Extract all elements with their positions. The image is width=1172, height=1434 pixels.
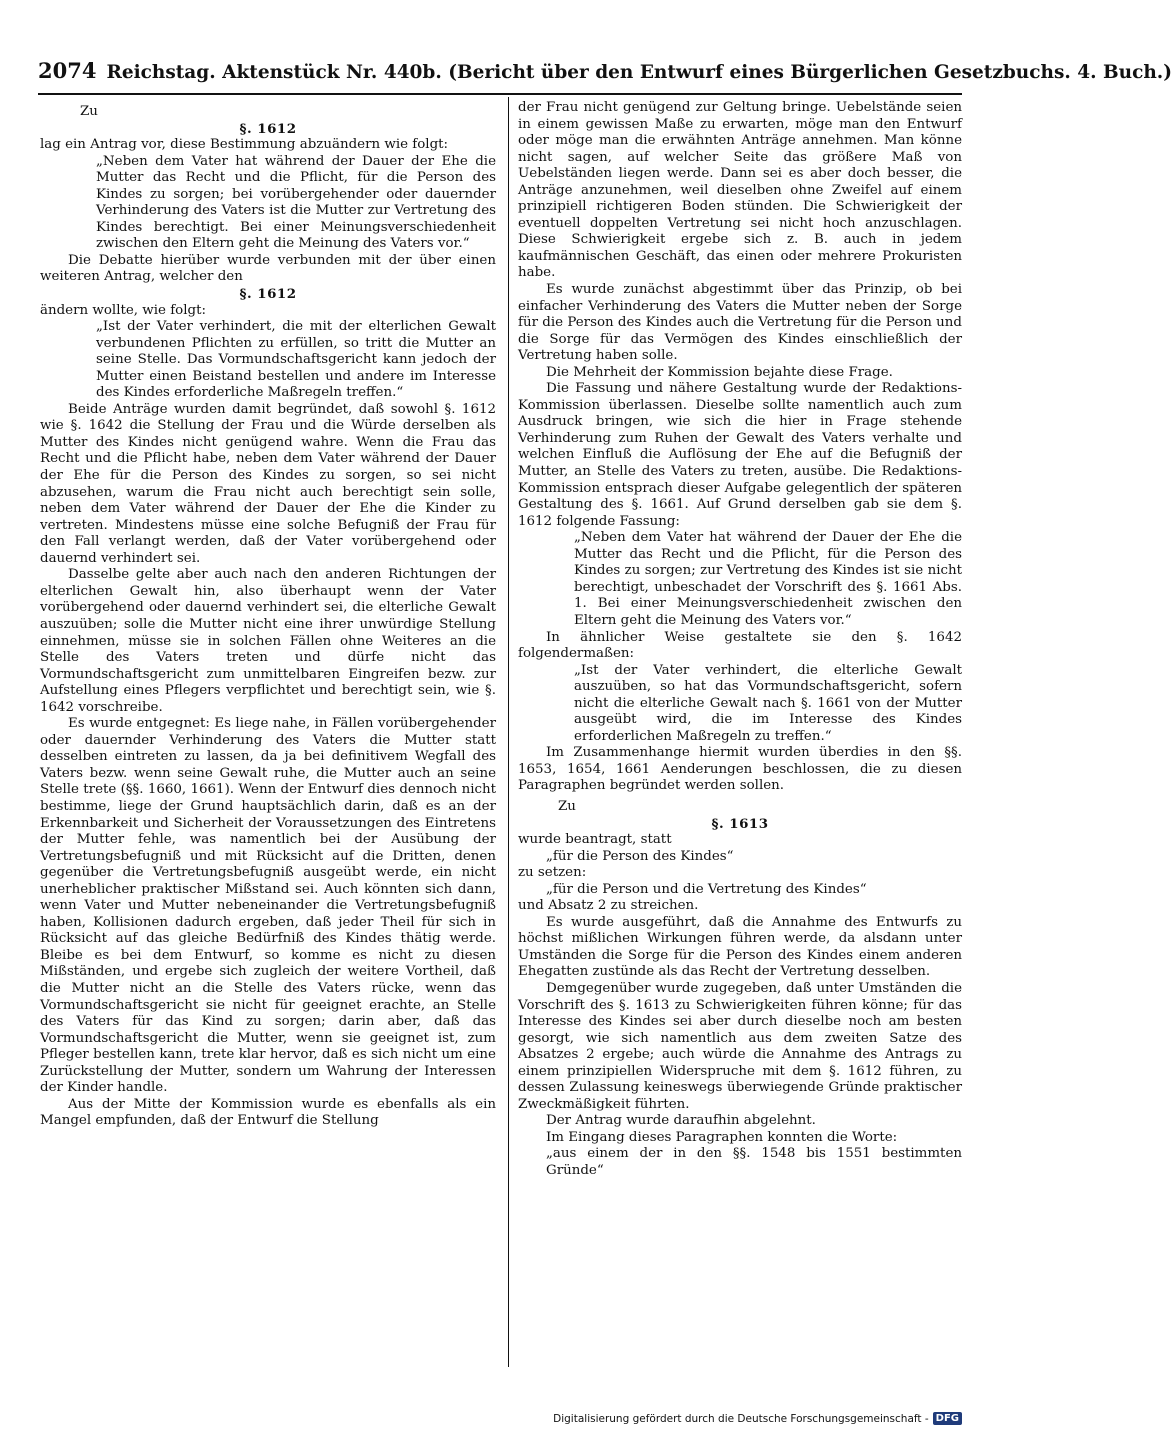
page-number: 2074 <box>38 58 97 83</box>
footer <box>553 1412 962 1425</box>
quoted-text: „für die Person des Kindes“ <box>546 848 734 864</box>
footer-credit: Digitalisierung gefördert durch die Deutsche Forschungsgemeinschaft - <box>553 1412 929 1425</box>
paragraph: Es wurde ausgeführt, daß die Annahme des Entwurfs zu höchst mißlichen Wirkungen führen werde, da alsdann unter Umständen die Sorge für die Person des Kindes einem anderen Ehegatten zustünde als das Recht der Vertretung desselben. <box>518 914 962 980</box>
paragraph: Es wurde zunächst abgestimmt über das Prinzip, ob bei einfacher Verhinderung des Vaters die Mutter neben der Sorge für die Person des Kindes auch die Vertretung für die Person und die Sorge für das Vermögen des Kindes einschließlich der Vertretung haben solle. <box>518 282 962 364</box>
paragraph: Die Mehrheit der Kommission bejahte diese Frage. <box>546 364 893 380</box>
quoted-text: „Ist der Vater verhindert, die mit der elterlichen Gewalt verbundenen Pflichten zu erfüllen, so tritt die Mutter an seine Stelle. Das Vormundschaftsgericht kann jedoch der Mutter einen Beistand bestellen und andere im Interesse des Kindes erforderliche Maßregeln treffen.“ <box>96 319 496 401</box>
quoted-text: „Neben dem Vater hat während der Dauer der Ehe die Mutter das Recht und die Pflicht, für die Person des Kindes zu sorgen; zur Vertretung des Kindes ist sie nicht berechtigt, unbeschadet der Vorschrift des §. 1661 Abs. 1. Bei einer Meinungsverschiedenheit zwischen den Eltern geht die Meinung des Vaters vor.“ <box>574 530 962 628</box>
quoted-text: „aus einem der in den §§. 1548 bis 1551 bestimmten Gründe“ <box>546 1146 962 1178</box>
paragraph: Aus der Mitte der Kommission wurde es ebenfalls als ein Mangel empfunden, daß der Entwurf die Stellung <box>40 1096 496 1129</box>
paragraph: Der Antrag wurde daraufhin abgelehnt. <box>546 1113 816 1129</box>
paragraph: zu setzen: <box>518 865 587 881</box>
running-title: Reichstag. Aktenstück Nr. 440b. (Bericht über den Entwurf eines Bürgerlichen Gesetzbuchs. 4. Buch.) <box>106 62 1172 83</box>
quoted-text: „Ist der Vater verhindert, die elterliche Gewalt auszuüben, so hat das Vormundschaftsgericht, sofern nicht die elterliche Gewalt nach §. 1661 von der Mutter ausgeübt wird, die im Interesse des Kindes erforderlichen Maßregeln zu treffen.“ <box>574 662 962 744</box>
paragraph: Es wurde entgegnet: Es liege nahe, in Fällen vorübergehender oder dauernder Verhinderung des Vaters die Mutter statt desselben eintreten zu lassen, da ja bei definitivem Wegfall des Vaters bezw. wenn seine Gewalt ruhe, die Mutter auch an seine Stelle trete (§§. 1660, 1661). Wenn der Entwurf dies dennoch nicht bestimme, liege der Grund hauptsächlich darin, daß es an der Erkennbarkeit und Sicherheit der Voraussetzungen des Eintretens der Mutter fehle, was namentlich bei der Ausübung der Vertretungsbefugniß und mit Rücksicht auf die Dritten, denen gegenüber die Vertretungsbefugniß ausgeübt werde, ein nicht unerheblicher praktischer Mißstand sei. Auch könnten sich dann, wenn Vater und Mutter nebeneinander die Vertretungsbefugniß haben, Kollisionen dadurch ergeben, daß jeder Theil für sich in Rücksicht auf das gleiche Bedürfniß des Kindes thätig werde. Bleibe es bei dem Entwurf, so komme es nicht zu diesen Mißständen, und ergebe sich zugleich der weitere Vortheil, daß die Mutter nicht an die Stelle des Vaters rücke, wenn das Vormundschaftsgericht sie nicht für geeignet erachte, an Stelle des Vaters für das Kind zu sorgen; darin aber, daß das Vormundschaftsgericht die Mutter, wenn sie geeignet ist, zum Pfleger bestellen kann, trete klar hervor, daß es sich nicht um eine Zurückstellung der Mutter, sondern um Wahrung der Interessen der Kinder handle. <box>40 716 496 1096</box>
paragraph: In ähnlicher Weise gestaltete sie den §. 1642 folgendermaßen: <box>518 629 962 662</box>
paragraph: ändern wollte, wie folgt: <box>40 302 206 318</box>
paragraph: Demgegenüber wurde zugegeben, daß unter Umständen die Vorschrift des §. 1613 zu Schwierigkeiten führen könne; für das Interesse des Kindes sei aber durch dieselbe noch am besten gesorgt, wie sich namentlich aus dem zweiten Satze des Absatzes 2 ergebe; auch würde die Annahme des Antrags zu einem prinzipiellen Widerspruche mit dem §. 1612 führen, zu dessen Zulassung keineswegs überwiegende Gründe praktischer Zweckmäßigkeit führten. <box>518 980 962 1112</box>
section-heading: §. 1613 <box>711 815 769 832</box>
paragraph: Beide Anträge wurden damit begründet, daß sowohl §. 1612 wie §. 1642 die Stellung der Frau und die Würde derselben als Mutter des Kindes nicht genügend wahre. Wenn die Frau das Recht und die Pflicht habe, neben dem Vater während der Dauer der Ehe für die Person des Kindes zu sorgen, so sei nicht abzusehen, warum die Frau nicht auch berechtigt sein solle, neben dem Vater während der Dauer der Ehe die Kinder zu vertreten. Mindestens müsse eine solche Befugniß der Frau für den Fall verlangt werden, daß der Vater vorübergehend oder dauernd verhindert sei. <box>40 401 496 566</box>
paragraph: der Frau nicht genügend zur Geltung bringe. Uebelstände seien in einem gewissen Maße zu erwarten, möge man den Entwurf oder möge man die erwähnten Anträge annehmen. Man könne nicht sagen, auf welcher Seite das größere Maß von Uebelständen liegen werde. Dann sei es aber doch besser, die Anträge anzunehmen, weil dieselben ohne Zweifel auf einem prinzipiell richtigeren Boden stünden. Die Schwierigkeit der eventuell doppelten Vertretung sei nicht hoch anzuschlagen. Diese Schwierigkeit ergebe sich z. B. auch in jedem kaufmännischen Geschäft, das einen oder mehrere Prokuristen habe. <box>518 100 962 281</box>
right-column <box>518 100 962 1180</box>
section-heading: §. 1612 <box>239 286 297 303</box>
dfg-logo: DFG <box>933 1412 962 1425</box>
paragraph: Die Debatte hierüber wurde verbunden mit der über einen weiteren Antrag, welcher den <box>40 252 496 285</box>
paragraph: Zu <box>80 104 98 119</box>
paragraph: Zu <box>558 798 576 814</box>
paragraph: wurde beantragt, statt <box>518 832 672 848</box>
quoted-text: „für die Person und die Vertretung des Kindes“ <box>546 881 867 897</box>
section-heading: §. 1612 <box>239 120 297 137</box>
paragraph: und Absatz 2 zu streichen. <box>518 898 699 914</box>
paragraph: lag ein Antrag vor, diese Bestimmung abzuändern wie folgt: <box>40 137 449 153</box>
paragraph: Im Zusammenhange hiermit wurden überdies in den §§. 1653, 1654, 1661 Aenderungen beschlossen, die zu diesen Paragraphen begründet werden sollen. <box>518 745 962 794</box>
quoted-text: „Neben dem Vater hat während der Dauer der Ehe die Mutter das Recht und die Pflicht, für die Person des Kindes zu sorgen; bei vorübergehender oder dauernder Verhinderung des Vaters ist die Mutter zur Vertretung des Kindes berechtigt. Bei einer Meinungsverschiedenheit zwischen den Eltern geht die Meinung des Vaters vor.“ <box>96 153 496 252</box>
left-column <box>40 100 496 1130</box>
paragraph: Im Eingang dieses Paragraphen konnten die Worte: <box>546 1129 898 1145</box>
paragraph: Dasselbe gelte aber auch nach den anderen Richtungen der elterlichen Gewalt hin, also überhaupt wenn der Vater vorübergehend oder dauernd verhindert sei, die elterliche Gewalt auszuüben; solle die Mutter nicht eine ihrer unwürdige Stellung einnehmen, müsse sie in solchen Fällen ohne Weiteres an die Stelle des Vaters treten und dürfe nicht das Vormundschaftsgericht zum unmittelbaren Eingreifen bezw. zur Aufstellung eines Pflegers verpflichtet und berechtigt sein, wie §. 1642 vorschreibe. <box>40 567 496 715</box>
column-divider <box>508 97 509 1367</box>
page-header <box>38 58 1172 88</box>
paragraph: Die Fassung und nähere Gestaltung wurde der Redaktions-Kommission überlassen. Dieselbe sollte namentlich auch zum Ausdruck bringen, wie sich die hier in Frage stehende Verhinderung zum Ruhen der Gewalt des Vaters verhalte und welchen Einfluß die Auflösung der Ehe auf die Befugniß der Mutter, an Stelle des Vaters zu treten, ausübe. Die Redaktions-Kommission entsprach dieser Aufgabe gelegentlich der späteren Gestaltung des §. 1661. Auf Grund derselben gab sie dem §. 1612 folgende Fassung: <box>518 381 962 529</box>
header-rule <box>38 93 962 95</box>
